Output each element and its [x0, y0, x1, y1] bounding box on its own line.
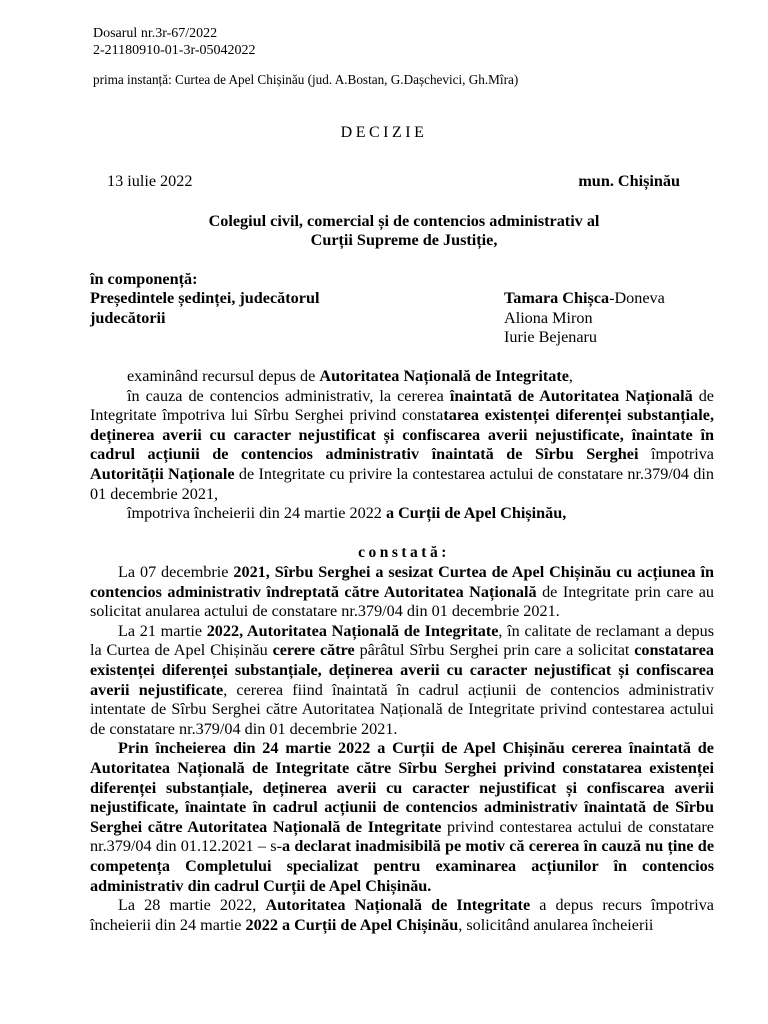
- document-title: DECIZIE: [340, 124, 428, 141]
- intro-paragraph-2: în cauza de contencios administrativ, la cererea înaintată de Autoritatea Națională de Integritate împotriva lui Sîrbu Serghei privind constatarea existenței diferenței substanțiale, deținerea averii cu caracter nejustificat și confiscarea averii nejustificate, înaintate în cadrul acțiunii de contencios administrativ înaintată de Sîrbu Serghei împotriva Autorității Naționale de Integritate cu privire la contestarea actului de constatare nr.379/04 din 01 decembrie 2021,: [90, 386, 714, 503]
- judge-2: Iurie Bejenaru: [504, 328, 598, 346]
- body-paragraph-3: Prin încheierea din 24 martie 2022 a Curții de Apel Chișinău cererea înaintată de Autoritatea Națională de Integritate către Sîrbu Serghei privind constatarea existenței diferenței substanțiale, deținerea averii cu caracter nejustificat și confiscarea averii nejustificate, înaintate în cadrul acțiunii de contencios administrativ înaintată de Sîrbu Serghei către Autoritatea Națională de Integritate privind contestarea actului de constatare nr.379/04 din 01.12.2021 – s-a declarat inadmisibilă pe motiv că cererea în cauză nu ține de competența Completului specializat pentru examinarea acțiunilor în contencios administrativ din cadrul Curții de Apel Chișinău.: [90, 739, 714, 895]
- body-paragraph-2: La 21 martie 2022, Autoritatea Națională de Integritate, în calitate de reclamant a depus la Curtea de Apel Chișinău cerere către pârâtul Sîrbu Serghei prin care a solicitat constatarea existenței diferenței substanțiale, deținerea averii cu caracter nejustificat și confiscarea averii nejustificate, cererea fiind înaintată în cadrul acțiunii de contencios administrativ intentate de Sîrbu Serghei către Autoritatea Națională de Integritate privind contestarea actului de constatare nr.379/04 din 01 decembrie 2021.: [90, 621, 715, 738]
- intro-paragraph-1: examinând recursul depus de Autoritatea Națională de Integritate,: [127, 367, 573, 385]
- composition-label: în componență:: [90, 270, 198, 288]
- presiding-label: Președintele ședinței, judecătorul: [90, 289, 320, 307]
- college-line-2: Curții Supreme de Justiție,: [310, 231, 498, 249]
- body-paragraph-4: La 28 martie 2022, Autoritatea Națională de Integritate a depus recurs împotriva încheierii din 24 martie 2022 a Curții de Apel Chișinău, solicitând anularea încheierii: [90, 896, 714, 934]
- decision-date: 13 iulie 2022: [107, 172, 193, 190]
- judge-1: Aliona Miron: [504, 309, 593, 327]
- presiding-name-rest: -Doneva: [609, 289, 665, 307]
- constata-heading: constată:: [358, 544, 450, 561]
- college-line-1: Colegiul civil, comercial și de contencios administrativ al: [208, 212, 600, 230]
- intro-paragraph-3: împotriva încheierii din 24 martie 2022 a Curții de Apel Chișinău,: [127, 504, 567, 523]
- body-paragraph-1: La 07 decembrie 2021, Sîrbu Serghei a sesizat Curtea de Apel Chișinău cu acțiunea în contencios administrativ îndreptată către Autoritatea Națională de Integritate prin care au solicitat anularea actului de constatare nr.379/04 din 01 decembrie 2021.: [90, 563, 715, 621]
- judges-label: judecătorii: [90, 309, 166, 327]
- presiding-name-bold: Tamara Chișca: [504, 289, 610, 307]
- case-id: 2-21180910-01-3r-05042022: [93, 43, 256, 58]
- decision-place: mun. Chișinău: [578, 172, 680, 190]
- case-number: Dosarul nr.3r-67/2022: [93, 26, 218, 41]
- presiding-judge: [504, 289, 665, 308]
- body-section: [90, 563, 714, 935]
- first-instance: prima instanță: Curtea de Apel Chișinău (jud. A.Bostan, G.Dașchevici, Gh.Mîra): [93, 72, 519, 87]
- intro-section: [90, 367, 714, 524]
